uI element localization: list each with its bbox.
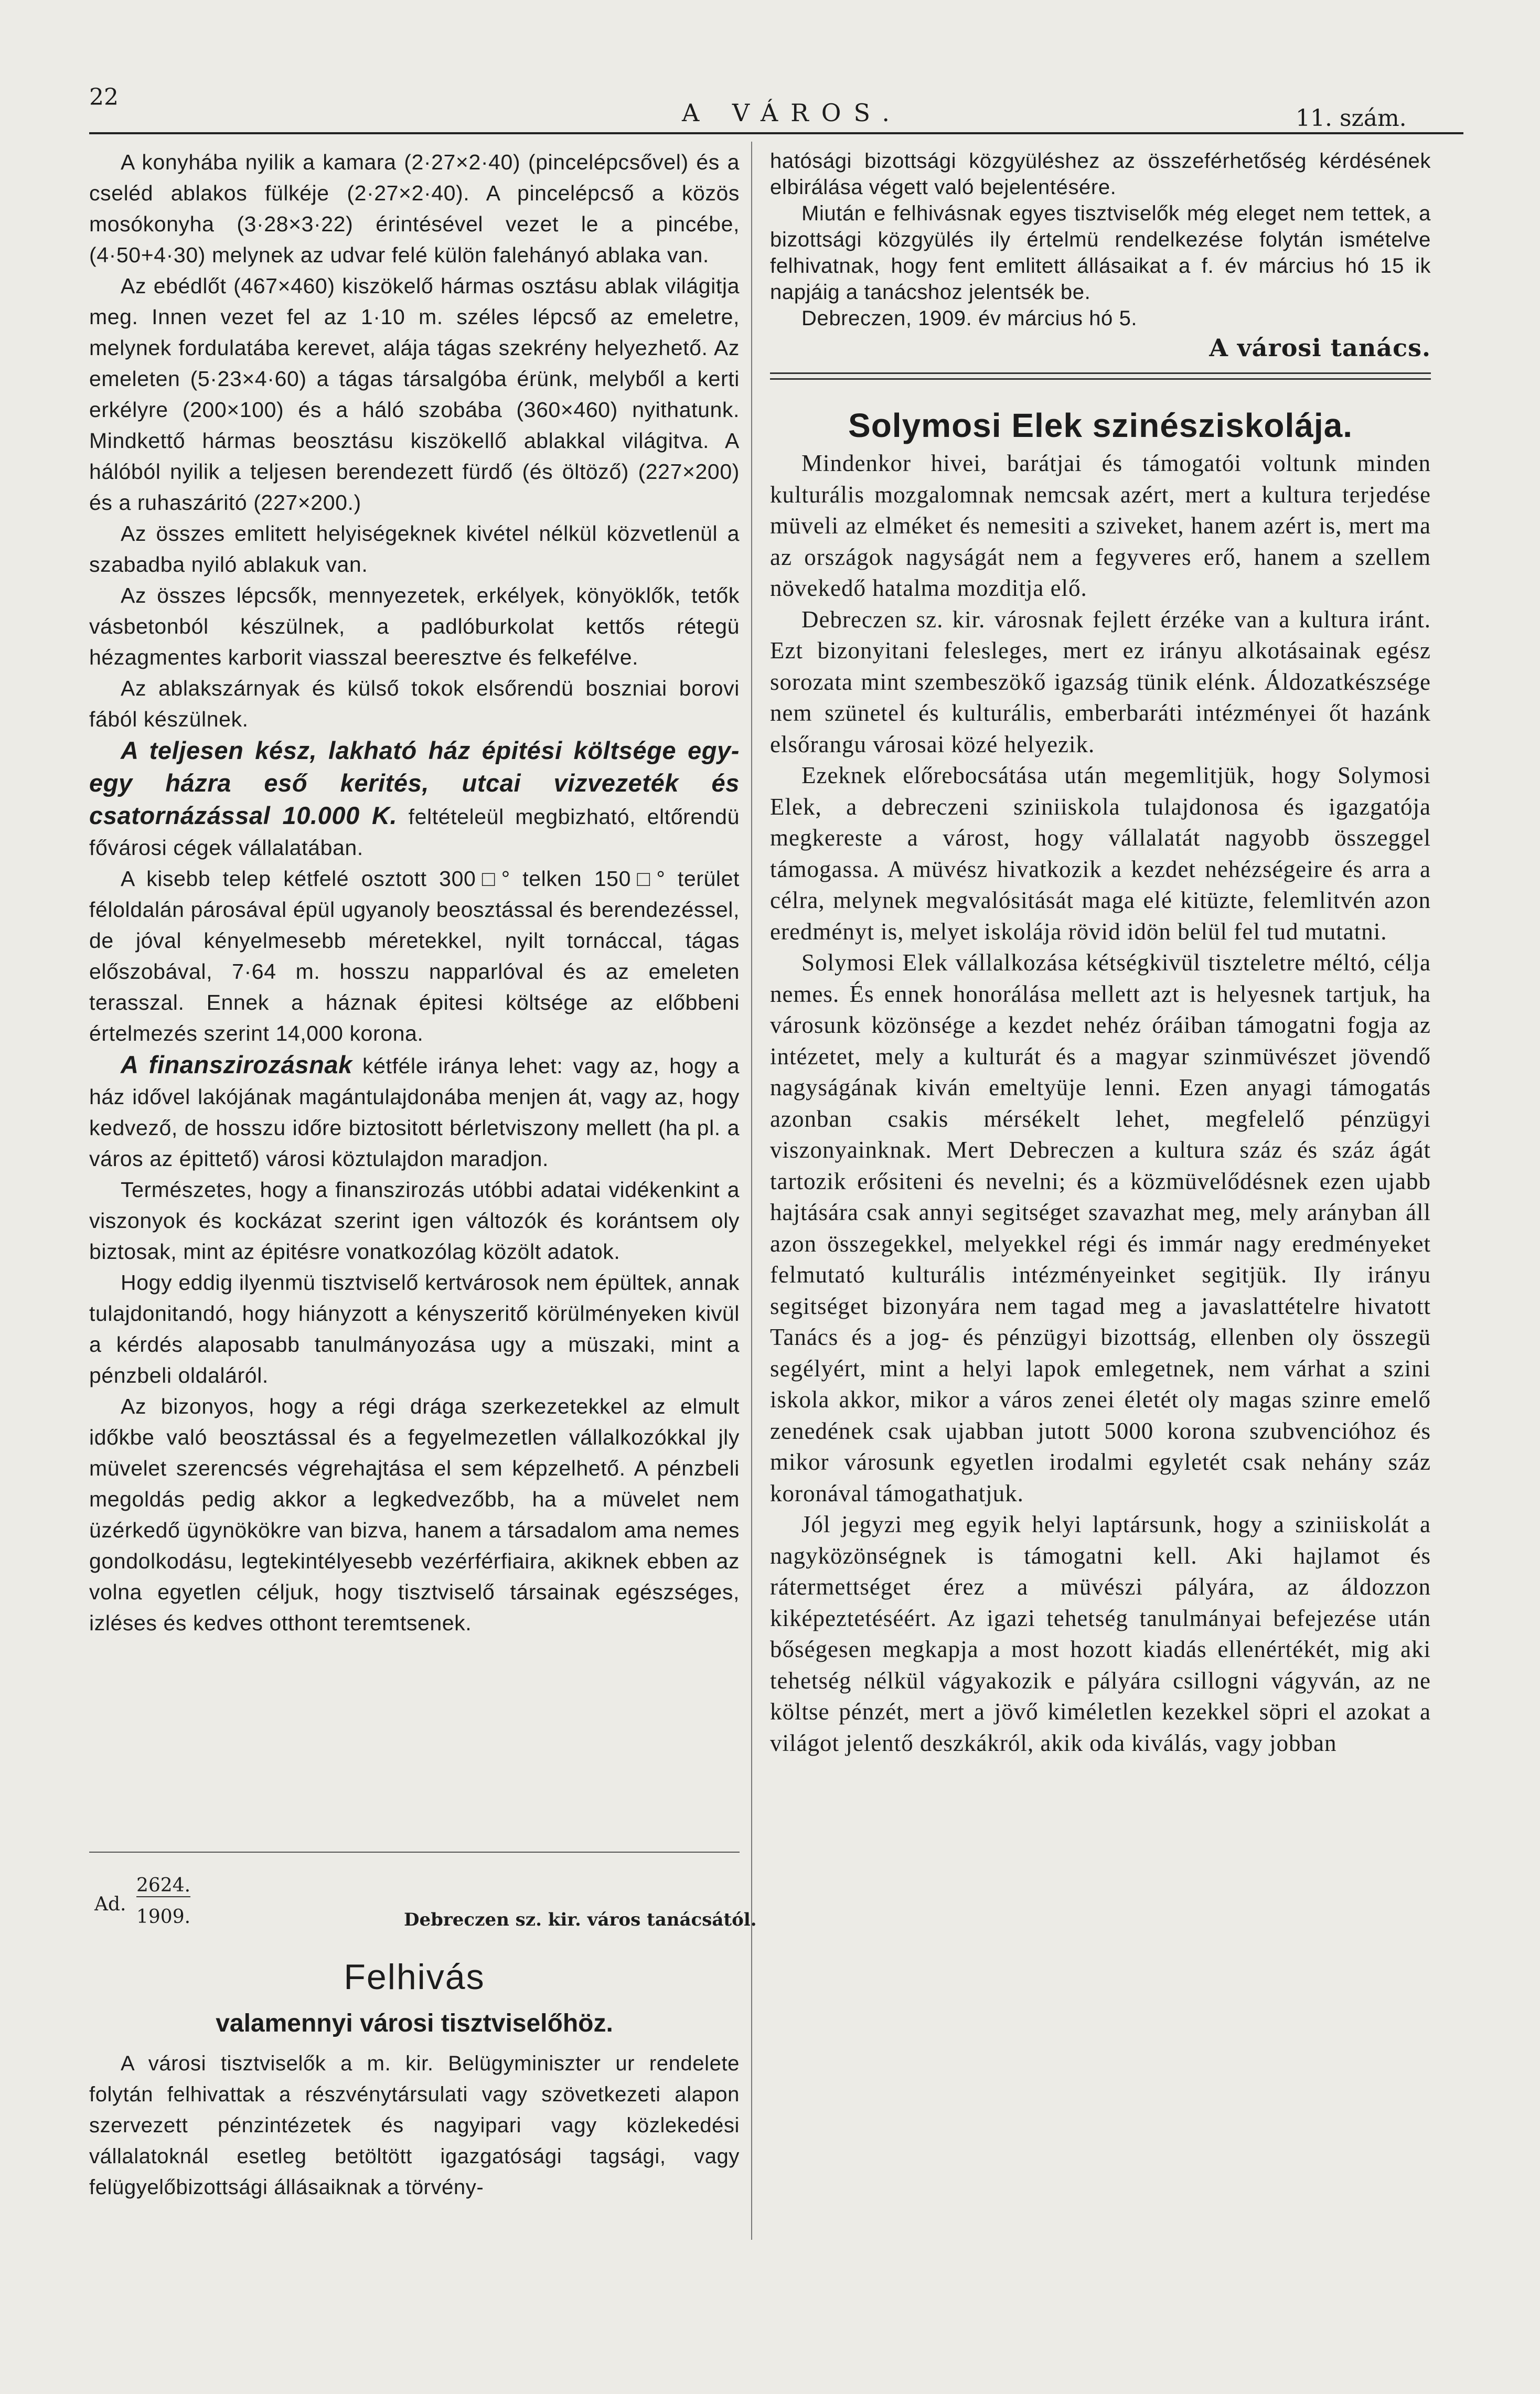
paragraph: hatósági bizottsági közgyüléshez az összeférhetőség kérdésének elbirálása végett való bejelentésére. [770, 149, 1431, 199]
notice-continuation [770, 148, 1431, 332]
page-number: 22 [89, 84, 119, 111]
finance-emphasis: A finanszirozásnak [121, 1051, 352, 1078]
paragraph: Solymosi Elek vállalkozása kétségkivül tiszteletre méltó, célja nemes. És ennek honorálása mellett azt is helyesnek tartjuk, ha városunk közönsége a kezdet nehéz óráiban támogatni fogja az intézetet, mely a kulturát és a magyar szinmüvészet jövendő nagyságának kiván emeltyüje lenni. Ezen anyagi támogatás azonban csakis mérsékelt lehet, megfelelő pénzügyi viszonyainknak. Mert Debreczen a kultura száz és száz ágát tartozik erősiteni és nevelni; és a közmüvelődésnek ezen ujabb hajtására csak annyi segitséget szavazhat meg, mely arányban áll azon összegekkel, melyekkel régi és immár nagy eredményeket felmutató kulturális intézményeinket segitjük. Ily irányu segitséget bizonyára nem tagad meg a javaslattételre hivatott Tanács és a jog- és pénzügyi bizottság, ellenben oly összegü segélyért, mint a helyi lapok emlegetnek, nem várhat a szini iskola akkor, mikor a város zenei életét oly magas szinre emelő zenedének csak ujabban jutott 5000 korona szubvencióhoz és mikor városunk egyetlen irodalmi egyletét csak nehány száz koronával támogathatjuk. [770, 949, 1431, 1506]
notice-body [89, 2048, 740, 2203]
paragraph: Ezeknek előrebocsátása után megemlitjük, hogy Solymosi Elek, a debreczeni sziniiskola tulajdonosa és igazgatója megkereste a várost, hogy vállalatát nagyobb összeggel támogassa. A müvész hivatkozik a kezdet nehézségeire és arra a célra, melynek megvalósitását maga elé kitüzte, felemlitvén azon eredményt is, melyet iskolája rövid idön belül fel tud mutatni. [770, 762, 1431, 945]
double-rule [770, 372, 1431, 380]
cost-rest: feltételeül megbizható, eltőrendü fővárosi cégek vállalatában. [89, 805, 740, 860]
article-title: Solymosi Elek szinésziskolája. [848, 407, 1353, 444]
cost-paragraph [89, 735, 740, 863]
notice-subtitle: valamennyi városi tisztviselőhöz. [216, 2010, 613, 2037]
paragraph: Miután e felhivásnak egyes tisztviselők még eleget nem tettek, a bizottsági közgyülés ily értelmü rendelkezése folytán ismételve felhivatnak, hogy fent emlitett állásaikat a f. év március hó 15 ik napjáig a tanácshoz jelentsék be. [770, 202, 1431, 304]
publication-title: A VÁROS. [682, 99, 903, 127]
article-body [770, 448, 1431, 1759]
paragraph: Debreczen sz. kir. városnak fejlett érzéke van a kultura iránt. Ezt bizonyitani felesleges, mert ez irányu alkotásainak egész sorozata mint szembeszökő igazság tünik elénk. Áldozatkészsége nem szünetel és kulturális, emberbaráti intézményei őt hazánk elsőrangu városai közé helyezik. [770, 606, 1431, 757]
paragraph: Az ebédlőt (467×460) kiszökelő hármas osztásu ablak világitja meg. Innen vezet fel az 1·10 m. széles lépcső az emeletre, melynek fordulatába kerevet, alája tágas szekrény helyezhető. Az emeleten (5·23×4·60) a tágas társalgóba érünk, melyből a kerti erkélyre (200×100) és a háló szobába (360×460) nyithatunk. Mindkettő hármas beosztásu kiszökellő ablakkal világitva. A hálóból nyilik a teljesen berendezett fürdő (és öltöző) (227×200) és a ruhaszáritó (227×200.) [89, 274, 740, 515]
ad-number: 2624. [136, 1875, 191, 1896]
section-rule [89, 1852, 740, 1853]
paragraph: A kisebb telep kétfelé osztott 300□° telken 150□° terület féloldalán párosával épül ugyanoly beosztással és berendezéssel, de jóval kényelmesebb méretekkel, nyilt tornáccal, tágas előszobával, 7·64 m. hosszu napparlóval és az emeleten terasszal. Ennek a háznak épitesi költsége az előbbeni értelmezés szerint 14,000 korona. [89, 867, 740, 1045]
ad-label: Ad. [94, 1894, 126, 1915]
paragraph: Debreczen, 1909. év március hó 5. [801, 307, 1138, 330]
header-rule [89, 132, 1463, 134]
ad-reference [94, 1875, 191, 1928]
finance-paragraph [89, 1049, 740, 1174]
right-column [770, 148, 1431, 1759]
paragraph: A városi tisztviselők a m. kir. Belügyminiszter ur rendelete folytán felhivattak a részvénytársulati vagy szövetkezeti alapon szervezett pénzintézetek és nagyipari vagy közlekedési vállalatoknál esetleg betöltött igazgatósági tagsági, vagy felügyelőbizottsági állásaiknak a törvény- [89, 2052, 740, 2199]
paragraph: Az összes lépcsők, mennyezetek, erkélyek, könyöklők, tetők vásbetonból készülnek, a padlóburkolat kettős rétegü hézagmentes karborit viasszal beeresztve és felkefélve. [89, 583, 740, 669]
paragraph: Az bizonyos, hogy a régi drága szerkezetekkel az elmult időkbe való beosztással és a fegyelmezetlen vállalkozókkal jly müvelet szerencsés végrehajtása el sem képzelhető. A pénzbeli megoldás pedig akkor a legkedvezőbb, ha a müvelet nem üzérkedő ügynökökre van bizva, hanem a társadalom ama nemes gondolkodásu, legtekintélyesebb vezérférfiaira, akiknek ebben az volna egyetlen céljuk, hogy tisztviselő társainak egészséges, izléses és kedves otthont teremtsenek. [89, 1394, 740, 1635]
paragraph: Az ablakszárnyak és külső tokok elsőrendü boszniai borovi fából készülnek. [89, 676, 740, 731]
notice-title: Felhivás [344, 1957, 485, 1997]
cost-emphasis: A teljesen kész, lakható ház épitési költsége egy-egy házra eső kerités, utcai vizvezeték és csatornázással 10.000 K. [89, 736, 740, 829]
issue-number: 11. szám. [1296, 105, 1407, 132]
paragraph: A konyhába nyilik a kamara (2·27×2·40) (pincelépcsővel) és a cseléd ablakos fülkéje (2·27×2·40). A pincelépcső a közös mosókonyha (3·28×3·22) érintésével vezet le a pincébe, (4·50+4·30) melynek az udvar felé külön falehányó ablaka van. [89, 150, 740, 267]
paragraph: Az összes emlitett helyiségeknek kivétel nélkül közvetlenül a szabadba nyiló ablakuk van. [89, 521, 740, 576]
left-column [89, 147, 740, 1639]
ad-year: 1909. [136, 1906, 191, 1928]
finance-rest: kétféle iránya lehet: vagy az, hogy a ház idővel lakójának magántulajdonába menjen át, vagy az, hogy kedvező, de hosszu időre biztositott bérletviszony mellett (ha pl. a város az épittető) városi köztulajdon maradjon. [89, 1054, 740, 1171]
paragraph: Mindenkor hivei, barátjai és támogatói voltunk minden kulturális mozgalomnak nemcsak azért, mert a kultura terjedése müveli az elméket és nemesiti a sziveket, hanem azért is, mert ma az országok nagyságát nem a fegyveres erő, hanem a szellem növekedő hatalma mozditja elő. [770, 450, 1431, 601]
paragraph: Hogy eddig ilyenmü tisztviselő kertvárosok nem épültek, annak tulajdonitandó, hogy hiányzott a kényszeritő körülményeken kivül a kérdés alaposabb tanulmányozása ugy a müszaki, mint a pénzbeli oldaláról. [89, 1270, 740, 1387]
notice-signature: A városi tanács. [1209, 334, 1431, 362]
paragraph: Természetes, hogy a finanszirozás utóbbi adatai vidékenkint a viszonyok és kockázat szerint igen változók és korántsem oly biztosak, mint az épitésre vonatkozólag közölt adatok. [89, 1178, 740, 1264]
notice-issuer: Debreczen sz. kir. város tanácsától. [404, 1909, 757, 1930]
paragraph: Jól jegyzi meg egyik helyi laptársunk, hogy a sziniiskolát a nagyközönségnek is támogatni kell. Aki hajlamot és rátermettséget érez a müvészi pályára, az áldozzon kiképeztetéséért. Az igazi tehetség tanulmányai befejezése után bőségesen megkapja a most hozott kiadás ellenértékét, mig aki tehetség nélkül vágyakozik e pályára csillogni vágyván, az ne költse pénzét, mert a jövő kiméletlen kezekkel söpri el azokat a világot jelentő deszkákról, akik oda kiválás, vagy jobban [770, 1511, 1431, 1756]
